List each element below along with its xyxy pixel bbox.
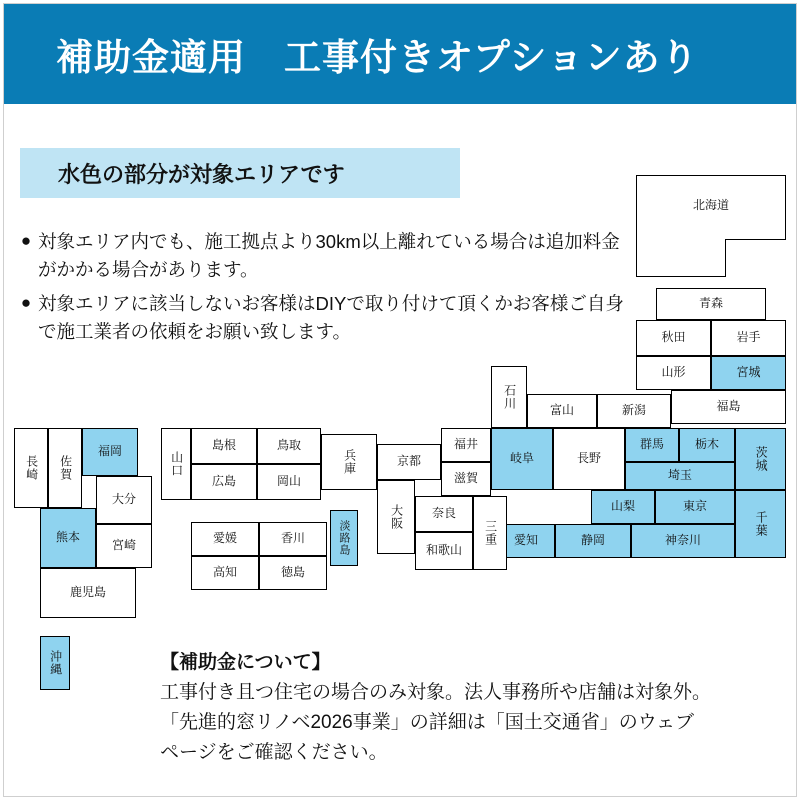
- map-region-toyama: 富山: [527, 394, 597, 428]
- map-region-osaka: 大阪: [377, 480, 415, 554]
- subsidy-note: [160, 648, 790, 768]
- legend-label: 水色の部分が対象エリアです: [58, 161, 345, 187]
- map-region-fukushima: 福島: [671, 390, 786, 424]
- map-region-nagano: 長野: [553, 428, 625, 490]
- list-item-text: 対象エリアに該当しないお客様はDIYで取り付けて頂くかお客様ご自身で施工業者の依頼をお願い致します。: [38, 293, 624, 342]
- map-region-miyagi: 宮城: [711, 356, 786, 390]
- subsidy-note-line: ページをご確認ください。: [160, 742, 388, 763]
- page-title: 補助金適用 工事付きオプションあり: [56, 37, 699, 78]
- japan-map: [0, 170, 800, 690]
- map-region-ehime: 愛媛: [191, 522, 259, 556]
- subsidy-note-line: 工事付き且つ住宅の場合のみ対象。法人事務所や店舗は対象外。: [160, 682, 712, 703]
- map-region-kumamoto: 熊本: [40, 508, 96, 568]
- map-region-tottori: 鳥取: [257, 428, 321, 464]
- map-region-aomori: 青森: [656, 288, 766, 320]
- map-region-chiba: 千葉: [735, 490, 786, 558]
- map-region-shiga: 滋賀: [441, 462, 491, 496]
- subsidy-note-line: 「先進的窓リノベ2026事業」の詳細は「国土交通省」のウェブ: [160, 712, 694, 733]
- map-region-niigata: 新潟: [597, 394, 671, 428]
- map-region-kagawa: 香川: [259, 522, 327, 556]
- map-region-awajishima: 淡路島: [330, 510, 358, 566]
- header-banner: [4, 4, 796, 104]
- map-region-yamagata: 山形: [636, 356, 711, 390]
- map-region-okinawa: 沖縄: [40, 636, 70, 690]
- map-region-saitama: 埼玉: [625, 462, 735, 490]
- map-region-nara: 奈良: [415, 496, 473, 532]
- map-region-miyazaki: 宮崎: [96, 524, 152, 568]
- map-region-hokkaido-bottom: [636, 239, 726, 277]
- map-region-ibaraki: 茨城: [735, 428, 786, 490]
- bullet-icon: ●: [20, 231, 32, 250]
- map-region-yamanashi: 山梨: [591, 490, 655, 524]
- map-region-nagasaki: 長崎: [14, 428, 48, 508]
- map-region-oita: 大分: [96, 476, 152, 524]
- subsidy-note-title: 【補助金について】: [160, 652, 331, 673]
- map-region-tokyo: 東京: [655, 490, 735, 524]
- map-region-saga: 佐賀: [48, 428, 82, 508]
- map-region-kochi: 高知: [191, 556, 259, 590]
- map-region-shimane: 島根: [191, 428, 257, 464]
- map-region-kagoshima: 鹿児島: [40, 568, 136, 618]
- map-region-kyoto: 京都: [377, 444, 441, 480]
- map-region-gunma: 群馬: [625, 428, 679, 462]
- map-region-fukui: 福井: [441, 428, 491, 462]
- map-region-kanagawa: 神奈川: [631, 524, 735, 558]
- map-region-mie: 三重: [473, 496, 507, 570]
- map-region-gifu: 岐阜: [491, 428, 553, 490]
- map-region-aichi: 愛知: [497, 524, 555, 558]
- map-region-tokushima: 徳島: [259, 556, 327, 590]
- map-region-wakayama: 和歌山: [415, 532, 473, 570]
- map-label-hokkaido: 北海道: [692, 198, 729, 213]
- map-region-iwate: 岩手: [711, 320, 786, 356]
- map-region-akita: 秋田: [636, 320, 711, 356]
- map-region-shizuoka: 静岡: [555, 524, 631, 558]
- list-item-text: 対象エリア内でも、施工拠点より30km以上離れている場合は追加料金がかかる場合があります。: [38, 231, 620, 280]
- map-region-hiroshima: 広島: [191, 464, 257, 500]
- map-region-tochigi: 栃木: [679, 428, 735, 462]
- map-region-hyogo: 兵庫: [321, 434, 377, 490]
- map-region-ishikawa: 石川: [491, 366, 527, 428]
- map-region-okayama: 岡山: [257, 464, 321, 500]
- map-region-yamaguchi: 山口: [161, 428, 191, 500]
- map-region-fukuoka: 福岡: [82, 428, 138, 476]
- bullet-icon: ●: [20, 293, 32, 312]
